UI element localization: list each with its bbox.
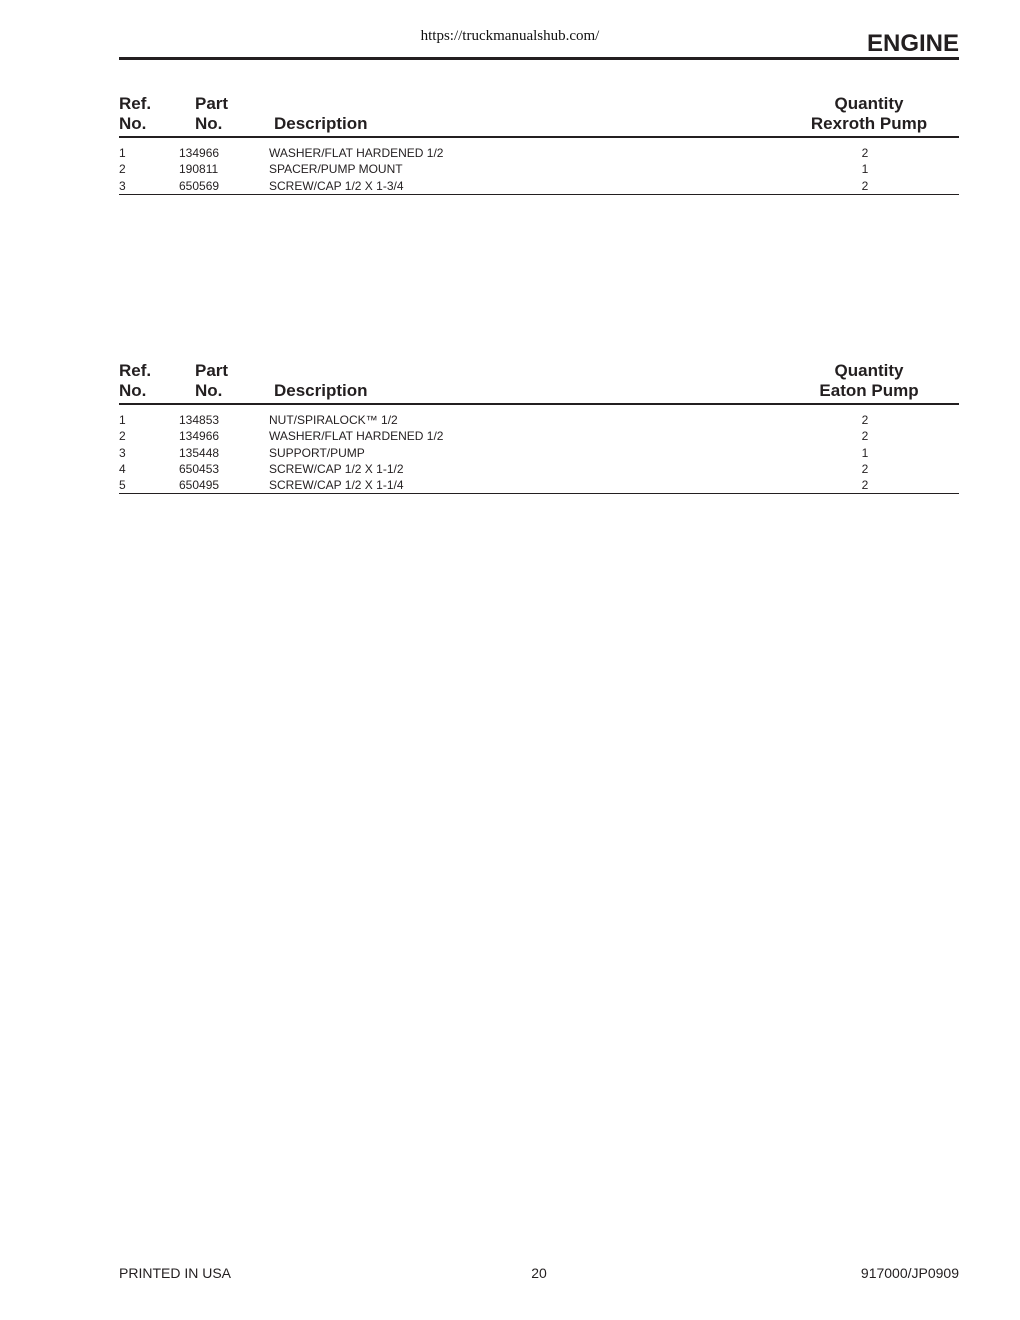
quantity-cell: 2 [861, 178, 869, 193]
parts-table-rexroth [119, 94, 959, 195]
table-body [119, 138, 959, 195]
header-quantity: Quantity Eaton Pump [819, 361, 919, 400]
footer-document-code: 917000/JP0909 [860, 1265, 959, 1281]
description-cell: SCREW/CAP 1/2 X 1-3/4 [269, 178, 404, 193]
quantity-cell: 2 [861, 429, 869, 444]
table-row [119, 412, 959, 428]
section-title: ENGINE [866, 30, 959, 57]
quantity-cell: 2 [861, 478, 869, 493]
quantity-cell: 1 [861, 162, 869, 177]
header-ref: Ref. No. [119, 361, 152, 400]
quantity-cell: 2 [861, 461, 869, 476]
header-rule [119, 57, 959, 60]
table-header [119, 361, 959, 405]
table-row [119, 477, 959, 493]
table-row [119, 428, 959, 444]
part-cell: 650569 [179, 178, 220, 193]
quantity-cell: 2 [861, 413, 869, 427]
parts-table-eaton [119, 361, 959, 494]
quantity-cell: 1 [861, 445, 869, 460]
ref-cell: 2 [119, 162, 126, 177]
header-part: Part No. [195, 361, 229, 400]
description-cell: NUT/SPIRALOCK™ 1/2 [269, 413, 398, 427]
description-cell: SUPPORT/PUMP [269, 445, 365, 460]
ref-cell: 2 [119, 429, 126, 444]
description-cell: WASHER/FLAT HARDENED 1/2 [269, 429, 444, 444]
ref-cell: 5 [119, 478, 126, 493]
table-row [119, 461, 959, 477]
header-description: Description [274, 114, 368, 133]
table-row [119, 178, 959, 194]
ref-cell: 1 [119, 146, 126, 160]
part-cell: 135448 [179, 445, 220, 460]
ref-cell: 4 [119, 461, 126, 476]
header-quantity: Quantity Rexroth Pump [810, 94, 928, 133]
description-cell: WASHER/FLAT HARDENED 1/2 [269, 146, 444, 160]
header-description: Description [274, 381, 368, 400]
part-cell: 134966 [179, 429, 220, 444]
ref-cell: 1 [119, 413, 126, 427]
table-row [119, 161, 959, 177]
description-cell: SPACER/PUMP MOUNT [269, 162, 403, 177]
description-cell: SCREW/CAP 1/2 X 1-1/4 [269, 478, 404, 493]
header-ref: Ref. No. [119, 94, 152, 133]
table-body [119, 405, 959, 494]
description-cell: SCREW/CAP 1/2 X 1-1/2 [269, 461, 404, 476]
table-row [119, 145, 959, 161]
part-cell: 650495 [179, 478, 220, 493]
table-header [119, 94, 959, 138]
page-number: 20 [531, 1265, 547, 1281]
footer-printed-in: PRINTED IN USA [119, 1265, 232, 1281]
ref-cell: 3 [119, 445, 126, 460]
part-cell: 650453 [179, 461, 220, 476]
part-cell: 190811 [179, 162, 219, 177]
table-row [119, 445, 959, 461]
part-cell: 134853 [179, 413, 220, 427]
part-cell: 134966 [179, 146, 220, 160]
header-part: Part No. [195, 94, 229, 133]
quantity-cell: 2 [861, 146, 869, 160]
ref-cell: 3 [119, 178, 126, 193]
source-url[interactable]: https://truckmanualshub.com/ [420, 28, 600, 44]
